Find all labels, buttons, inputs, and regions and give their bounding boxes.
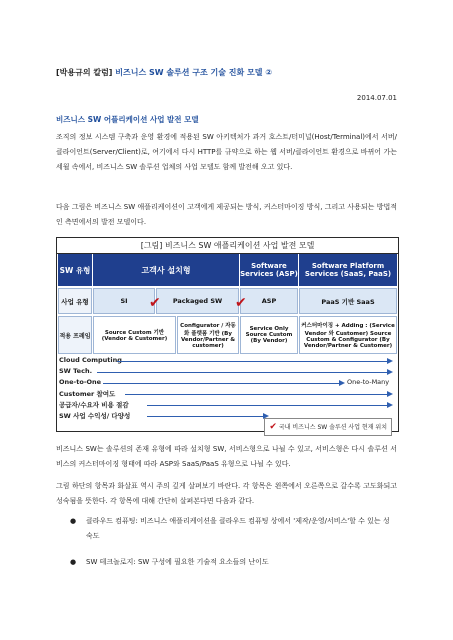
current-position-check-icon: ✔ [149, 295, 161, 311]
legend-text: 국내 비즈니스 SW 솔루션 사업 현재 위치 [278, 424, 387, 431]
business-packaged-sw: Packaged SW [156, 288, 239, 314]
current-position-check-icon: ✔ [235, 295, 247, 311]
legend-check-icon: ✔ [269, 422, 277, 432]
label-apply-frame: 적용 프레임 [58, 316, 92, 354]
column-title-text: 비즈니스 SW 솔루션 구조 기술 진화 모델 ② [115, 68, 273, 77]
column-tag: [박용규의 칼럼] [56, 68, 113, 77]
publish-date: 2014.07.01 [356, 94, 397, 102]
header-asp: Software Services (ASP) [240, 254, 298, 286]
paragraph-3: 비즈니스 SW는 솔루션의 존재 유형에 따라 설치형 SW, 서비스형으로 나뉠 수 있고, 서비스형은 다시 솔루션 서비스의 커스터마이징 형태에 따라 ASP와 SaaS/PaaS 유형으로 나뉠 수 있다. [56, 445, 397, 468]
bullet-item-cloud: 클라우드 컴퓨팅: 비즈니스 애플리케이션을 클라우드 컴퓨팅 상에서 '제작/운영/서비스'할 수 있는 성숙도 [86, 517, 390, 540]
paragraph-1: 조직의 정보 시스템 구축과 운영 환경에 적용된 SW 아키텍처가 과거 호스트/터미널(Host/Terminal)에서 서버/클라이언트(Server/Client)로, 여기에서 다시 HTTP를 규약으로 하는 웹 서버/클라이언트 환경으로 바뀌어 가는 세월 속에서, 비즈니스 SW 솔루션 업체의 사업 모델도 함께 발전해 오고 있다. [56, 133, 397, 171]
paragraph-2: 다음 그림은 비즈니스 SW 애플리케이션이 고객에게 제공되는 방식, 커스터마이징 방식, 그리고 사용되는 방법적인 측면에서의 발전 모델이다. [56, 203, 397, 226]
apply-customizing-adding: 커스터마이징 + Adding : (Service Vendor 와 Customer) Source Custom & Configurator (By Vendor/Partner & Customer) [299, 316, 397, 354]
figure-legend [264, 418, 392, 436]
header-sw-type: SW 유형 [58, 254, 92, 286]
apply-service-only: Service Only Source Custom (By Vendor) [240, 316, 298, 354]
one-to-many-label: One-to-Many [347, 378, 390, 386]
business-asp: ASP [240, 288, 298, 314]
figure-caption: [그림] 비즈니스 SW 애플리케이션 사업 발전 모델 [57, 238, 398, 254]
apply-source-custom: Source Custom 기반 (Vendor & Customer) [93, 316, 176, 354]
section-heading: 비즈니스 SW 어플리케이션 사업 발전 모델 [56, 115, 199, 124]
dimension-arrow [97, 372, 391, 373]
label-business-type: 사업 유형 [58, 288, 92, 314]
dimension-customer: Customer 참여도 [59, 390, 116, 398]
column-title [56, 67, 272, 78]
dimension-arrow [103, 383, 343, 384]
header-saas-paas: Software Platform Services (SaaS, PaaS) [299, 254, 397, 286]
business-paas-saas: PaaS 기반 SaaS [299, 288, 397, 314]
dimension-cost: 공급자/수요자 비용 절감 [59, 401, 129, 409]
business-model-figure [56, 237, 399, 432]
dimension-cloud: Cloud Computing [59, 356, 122, 364]
paragraph-4: 그림 하단의 항목과 화살표 역시 주의 깊게 살펴보기 바란다. 각 항목은 왼쪽에서 오른쪽으로 갈수록 고도화되고 성숙됨을 뜻한다. 각 항목에 대해 간단히 살펴본다면 다음과 같다. [56, 482, 397, 505]
bullet-item-sw-tech: SW 테크놀로지: SW 구성에 필요한 기술적 요소들의 난이도 [86, 558, 269, 566]
dimension-sw-tech: SW Tech. [59, 367, 93, 375]
dimension-profit: SW 사업 수익성/ 다양성 [59, 412, 131, 420]
dimension-arrow [147, 416, 267, 417]
header-on-premise: 고객사 설치형 [93, 254, 239, 286]
bullet-icon: ● [70, 517, 77, 525]
dimension-arrow [117, 361, 391, 362]
dimension-arrow [147, 405, 391, 406]
business-si: SI [93, 288, 155, 314]
dimension-arrow [125, 394, 391, 395]
bullet-icon: ● [70, 558, 77, 566]
apply-configurator: Configurator / 자동화 플랫폼 기반 (By Vendor/Partner & customer) [177, 316, 239, 354]
dimension-one-to-one: One-to-One [59, 378, 102, 386]
